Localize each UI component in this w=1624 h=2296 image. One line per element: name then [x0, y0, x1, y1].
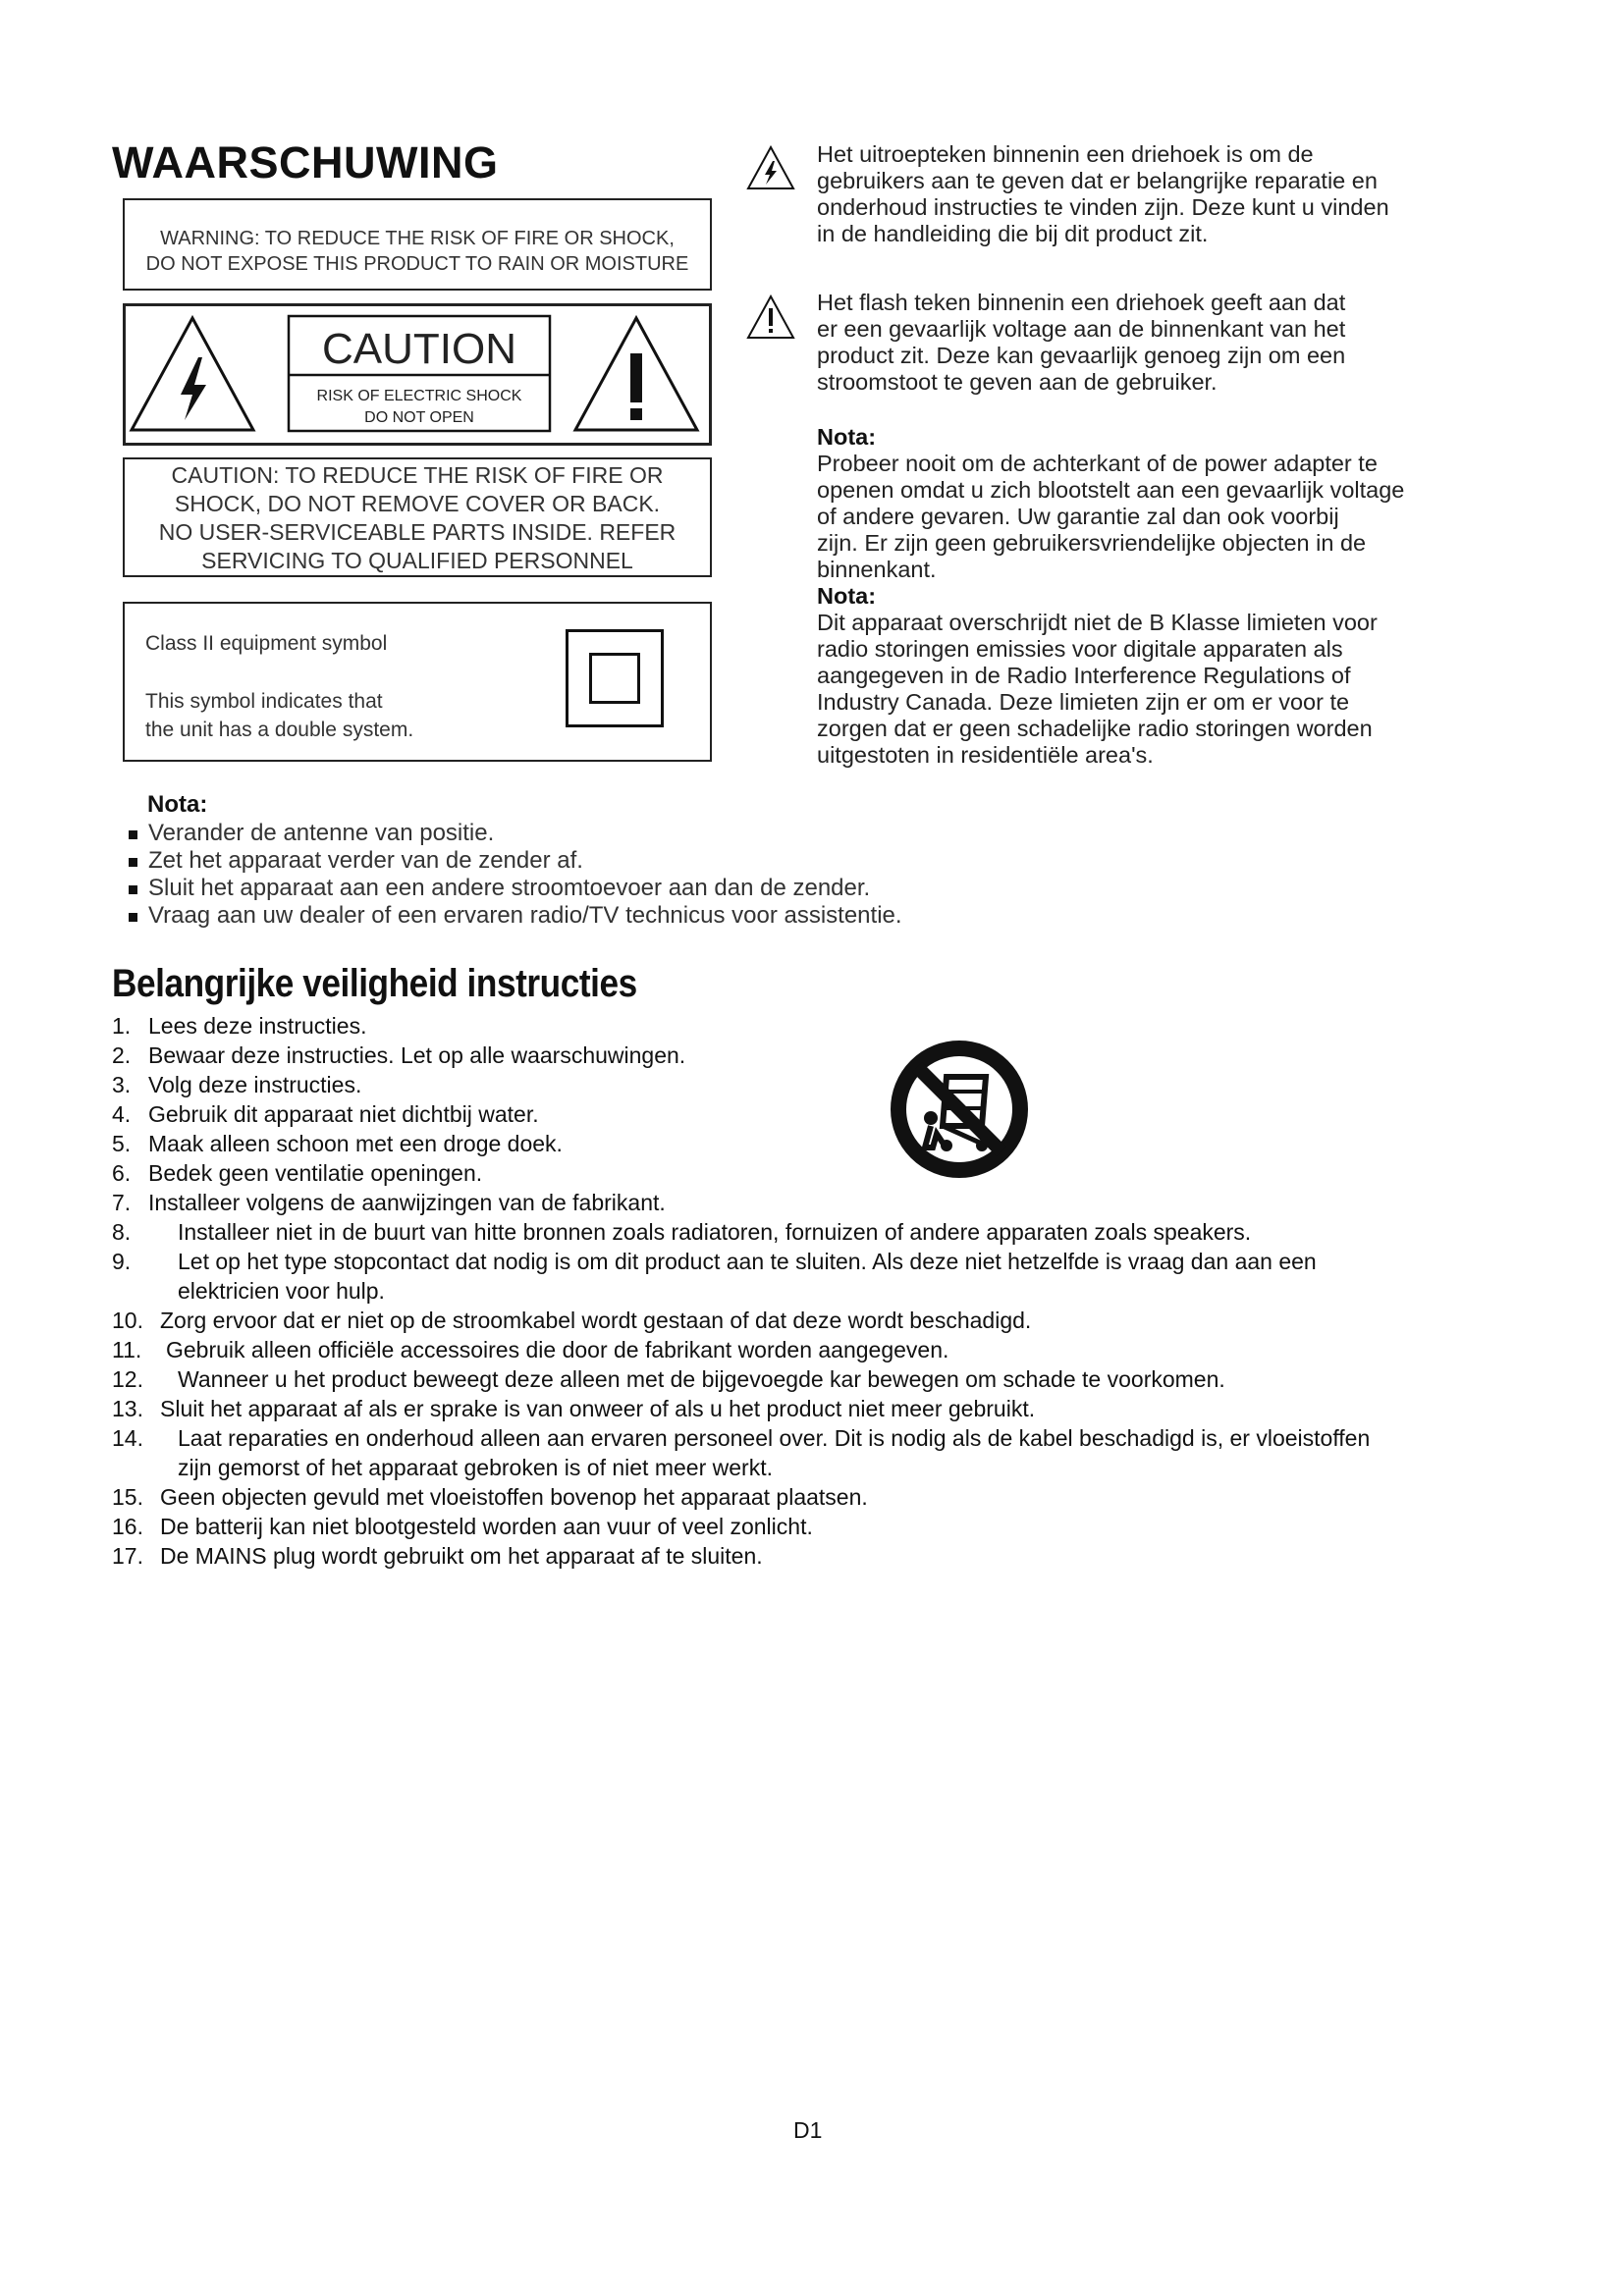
list-item: [125, 875, 902, 902]
paragraph-line: zorgen dat er geen schadelijke radio storingen worden: [817, 716, 1373, 741]
paragraph-line: of andere gevaren. Uw garantie zal dan ook voorbij: [817, 504, 1339, 529]
item-text: Bewaar deze instructies. Let op alle waarschuwingen.: [148, 1042, 686, 1068]
list-item: [112, 1364, 1526, 1394]
paragraph-line: stroomstoot te geven aan de gebruiker.: [817, 369, 1218, 395]
exclamation-triangle-small-icon: [746, 294, 795, 340]
paragraph-line: Het uitroepteken binnenin een driehoek is om de: [817, 141, 1314, 167]
paragraph-line: Dit apparaat overschrijdt niet de B Klasse limieten voor: [817, 610, 1378, 635]
item-text: Bedek geen ventilatie openingen.: [148, 1160, 483, 1186]
item-text: Installeer niet in de buurt van hitte bronnen zoals radiatoren, fornuizen of andere apparaten zoals speakers.: [178, 1219, 1252, 1245]
list-item: [112, 1129, 1526, 1158]
list-item-continuation: zijn gemorst of het apparaat gebroken is of niet meer werkt.: [178, 1455, 773, 1480]
nota-paragraph: [817, 610, 1524, 769]
list-item: [125, 902, 902, 930]
list-item: [112, 1247, 1526, 1276]
item-text: Gebruik dit apparaat niet dichtbij water.: [148, 1101, 539, 1127]
caution-text-line: SHOCK, DO NOT REMOVE COVER OR BACK.: [174, 491, 661, 516]
list-item: [112, 1070, 1526, 1099]
list-item: [112, 1482, 1526, 1512]
paragraph-line: openen omdat u zich blootstelt aan een gevaarlijk voltage: [817, 477, 1405, 503]
item-number: 8.: [112, 1219, 132, 1245]
instruction-list: [112, 1011, 1526, 1571]
item-text: De batterij kan niet blootgesteld worden aan vuur of veel zonlicht.: [160, 1514, 813, 1539]
item-text: Lees deze instructies.: [148, 1013, 367, 1039]
item-number: 11.: [112, 1337, 142, 1362]
item-number: 13.: [112, 1396, 143, 1421]
item-text: Zorg ervoor dat er niet op de stroomkabel wordt gestaan of dat deze wordt beschadigd.: [160, 1308, 1032, 1333]
list-item: [112, 1188, 1526, 1217]
item-number: 15.: [112, 1484, 143, 1510]
paragraph-line: aangegeven in de Radio Interference Regulations of: [817, 663, 1351, 688]
list-item: [112, 1541, 1526, 1571]
paragraph-line: uitgestoten in residentiële area's.: [817, 742, 1154, 768]
list-item-text: Zet het apparaat verder van de zender af.: [148, 847, 583, 874]
item-text: Gebruik alleen officiële accessoires die door de fabrikant worden aangegeven.: [166, 1337, 949, 1362]
paragraph-line: product zit. Deze kan gevaarlijk genoeg zijn om een: [817, 343, 1346, 368]
nota-heading: Nota:: [817, 424, 877, 450]
item-number: 14.: [112, 1425, 143, 1451]
warning-box: [123, 198, 712, 291]
item-number: 9.: [112, 1249, 132, 1274]
caution-text-line: CAUTION: TO REDUCE THE RISK OF FIRE OR: [171, 462, 664, 488]
item-text: Geen objecten gevuld met vloeistoffen bovenop het apparaat plaatsen.: [160, 1484, 868, 1510]
item-text: Wanneer u het product beweegt deze alleen met de bijgevoegde kar bewegen om schade te voorkomen.: [178, 1366, 1225, 1392]
paragraph-line: Het flash teken binnenin een driehoek geeft aan dat: [817, 290, 1346, 315]
list-item: [112, 1306, 1526, 1335]
nota-heading: Nota:: [147, 791, 208, 818]
flash-explanation: [817, 290, 1524, 396]
item-number: 6.: [112, 1160, 132, 1186]
list-item: [125, 820, 902, 847]
lightning-triangle-small-icon: [746, 145, 795, 190]
paragraph-line: zijn. Er zijn geen gebruikersvriendelijke objecten in de: [817, 530, 1367, 556]
item-number: 7.: [112, 1190, 132, 1215]
list-item-continuation: elektricien voor hulp.: [178, 1278, 385, 1304]
item-number: 1.: [112, 1013, 132, 1039]
list-item: [112, 1394, 1526, 1423]
nota-heading: Nota:: [817, 583, 877, 609]
warning-line: DO NOT EXPOSE THIS PRODUCT TO RAIN OR MOISTURE: [145, 253, 689, 275]
list-item-text: Verander de antenne van positie.: [148, 820, 495, 846]
paragraph-line: onderhoud instructies te vinden zijn. Deze kunt u vinden: [817, 194, 1389, 220]
list-item: [112, 1423, 1526, 1453]
caution-text-line: SERVICING TO QUALIFIED PERSONNEL: [201, 548, 633, 573]
lightning-triangle-icon: [132, 318, 253, 430]
item-number: 2.: [112, 1042, 132, 1068]
list-item-text: Vraag aan uw dealer of een ervaren radio/TV technicus voor assistentie.: [148, 902, 902, 929]
class2-text: This symbol indicates that: [145, 690, 383, 713]
item-text: Volg deze instructies.: [148, 1072, 362, 1097]
bullet-list: [125, 820, 902, 930]
list-item: [112, 1099, 1526, 1129]
section-title: Belangrijke veiligheid instructies: [112, 962, 637, 1005]
paragraph-line: gebruikers aan te geven dat er belangrijke reparatie en: [817, 168, 1378, 193]
list-item: [125, 847, 902, 875]
item-text: Let op het type stopcontact dat nodig is om dit product aan te sluiten. Als deze niet hetzelfde is vraag dan aan een: [178, 1249, 1317, 1274]
class2-box: [123, 602, 712, 762]
item-number: 4.: [112, 1101, 132, 1127]
class2-text: the unit has a double system.: [145, 719, 414, 741]
page-title: WAARSCHUWING: [112, 137, 499, 187]
list-item: [112, 1158, 1526, 1188]
list-item: [112, 1217, 1526, 1247]
page-number: D1: [793, 2117, 823, 2143]
item-number: 17.: [112, 1543, 143, 1569]
item-text: De MAINS plug wordt gebruikt om het apparaat af te sluiten.: [160, 1543, 763, 1569]
item-text: Maak alleen schoon met een droge doek.: [148, 1131, 563, 1156]
paragraph-line: in de handleiding die bij dit product zit.: [817, 221, 1209, 246]
caution-panel: [123, 303, 712, 446]
list-item: [112, 1512, 1526, 1541]
caution-text-line: NO USER-SERVICEABLE PARTS INSIDE. REFER: [158, 519, 677, 545]
nota-paragraph: [817, 451, 1524, 583]
no-cart-tipover-icon: [888, 1038, 1031, 1181]
item-number: 12.: [112, 1366, 143, 1392]
paragraph-line: Probeer nooit om de achterkant of de power adapter te: [817, 451, 1378, 476]
caution-subtitle: DO NOT OPEN: [364, 409, 474, 426]
item-number: 5.: [112, 1131, 132, 1156]
paragraph-line: radio storingen emissies voor digitale apparaten als: [817, 636, 1343, 662]
paragraph-line: Industry Canada. Deze limieten zijn er om er voor te: [817, 689, 1350, 715]
item-text: Installeer volgens de aanwijzingen van de fabrikant.: [148, 1190, 666, 1215]
item-text: Sluit het apparaat af als er sprake is van onweer of als u het product niet meer gebruikt.: [160, 1396, 1036, 1421]
caution-panel-graphic: [126, 306, 709, 443]
caution-subtitle: RISK OF ELECTRIC SHOCK: [316, 388, 522, 404]
list-item: [112, 1335, 1526, 1364]
warning-line: WARNING: TO REDUCE THE RISK OF FIRE OR SHOCK,: [160, 228, 675, 249]
paragraph-line: binnenkant.: [817, 557, 937, 582]
exclamation-explanation: [817, 141, 1524, 247]
item-number: 10.: [112, 1308, 143, 1333]
item-number: 3.: [112, 1072, 132, 1097]
item-number: 16.: [112, 1514, 143, 1539]
paragraph-line: er een gevaarlijk voltage aan de binnenkant van het: [817, 316, 1346, 342]
item-text: Laat reparaties en onderhoud alleen aan ervaren personeel over. Dit is nodig als de kabel beschadigd is, er vloeistoffen: [178, 1425, 1371, 1451]
class2-heading: Class II equipment symbol: [145, 632, 388, 655]
double-square-icon: [566, 629, 664, 727]
exclamation-triangle-icon: [575, 318, 697, 430]
list-item: [112, 1041, 1526, 1070]
list-item: [112, 1011, 1526, 1041]
list-item-text: Sluit het apparaat aan een andere stroomtoevoer aan dan de zender.: [148, 875, 871, 901]
caution-title: CAUTION: [322, 325, 516, 373]
caution-text-box: [123, 457, 712, 577]
